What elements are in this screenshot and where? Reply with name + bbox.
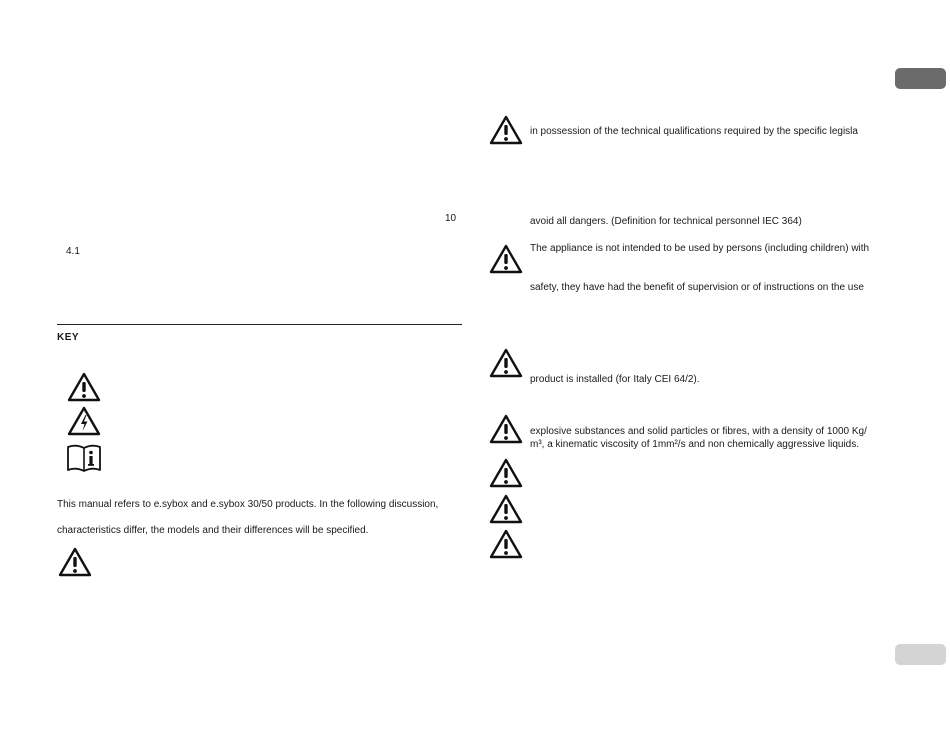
section-divider xyxy=(57,324,462,325)
key-heading: KEY xyxy=(57,332,80,343)
para2-line2: safety, they have had the benefit of supervision or of instructions on the use xyxy=(530,282,864,293)
para2-line1: The appliance is not intended to be used by persons (including children) with xyxy=(530,243,870,254)
para4-line2: m³, a kinematic viscosity of 1mm²/s and non chemically aggressive liquids. xyxy=(530,439,860,450)
para1-line2: avoid all dangers. (Definition for technical personnel IEC 364) xyxy=(530,216,802,227)
warning-triangle-icon xyxy=(489,348,523,378)
warning-triangle-icon xyxy=(489,529,523,559)
language-tab-active[interactable] xyxy=(895,68,946,89)
warning-triangle-icon xyxy=(489,244,523,274)
section-number: 4.1 xyxy=(66,246,80,257)
warning-triangle-icon xyxy=(489,115,523,145)
warning-triangle-icon xyxy=(489,458,523,488)
para4-line1: explosive substances and solid particles or fibres, with a density of 1000 Kg/ xyxy=(530,426,867,437)
language-tab-inactive[interactable] xyxy=(895,644,946,665)
page-reference: 10 xyxy=(445,213,457,224)
intro-line-1: This manual refers to e.sybox and e.sybox 30/50 products. In the following discussion, xyxy=(57,499,439,510)
para3-line1: product is installed (for Italy CEI 64/2). xyxy=(530,374,700,385)
warning-triangle-icon xyxy=(58,547,92,577)
electrical-hazard-icon xyxy=(67,406,101,436)
intro-line-2: characteristics differ, the models and their differences will be specified. xyxy=(57,525,369,536)
warning-triangle-icon xyxy=(489,494,523,524)
para1-line1: in possession of the technical qualifications required by the specific legisla xyxy=(530,126,858,137)
warning-triangle-icon xyxy=(489,414,523,444)
warning-triangle-icon xyxy=(67,372,101,402)
read-manual-icon xyxy=(66,443,102,473)
